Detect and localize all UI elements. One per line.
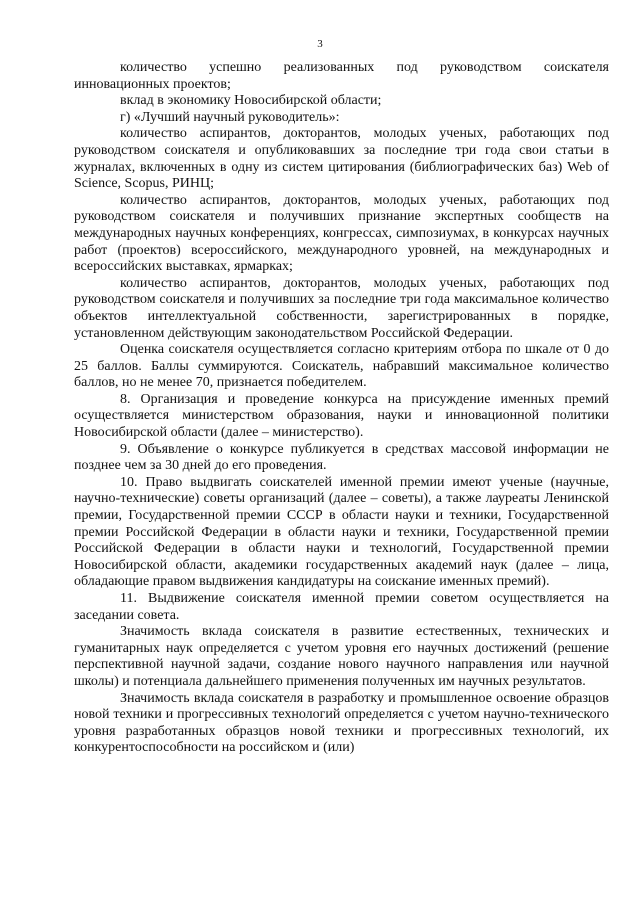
paragraph: 11. Выдвижение соискателя именной премии советом осуществляется на заседании совета. (74, 591, 609, 623)
paragraph: вклад в экономику Новосибирской области; (120, 93, 382, 109)
paragraph: количество успешно реализованных под руководством соискателя инновационных проектов; (74, 60, 609, 92)
paragraph: Оценка соискателя осуществляется согласно критериям отбора по шкале от 0 до 25 баллов. Баллы суммируются. Соискатель, набравший максимальное количество баллов, но не менее 70, признается победителем. (74, 342, 609, 391)
paragraph: количество аспирантов, докторантов, молодых ученых, работающих под руководством соискателя и получивших признание экспертных сообществ на международных научных конференциях, конгрессах, симпозиумах, в конкурсах научных работ (проектов) всероссийского, международного уровней, на международных и всероссийских выставках, ярмарках; (74, 192, 609, 275)
paragraph: 9. Объявление о конкурсе публикуется в средствах массовой информации не позднее чем за 30 дней до его проведения. (74, 441, 609, 474)
document-body (74, 60, 609, 757)
paragraph: 10. Право выдвигать соискателей именной премии имеют ученые (научные, научно-технические) советы организаций (далее – советы), а также лауреаты Ленинской премии, Государственной премии СССР в области науки и техники, Государственной премии Российской Федерации в области науки и техники, Государственной премии Российской Федерации в области науки и технологий, Государственной премии Новосибирской области, академики государственных академий наук (далее – лица, обладающие правом выдвижения кандидатуры на соискание именных премий). (74, 474, 609, 590)
page-number: 3 (317, 38, 323, 50)
paragraph: Значимость вклада соискателя в развитие естественных, технических и гуманитарных наук определяется с учетом уровня его научных достижений (решение перспективной научной задачи, создание нового научного направления или научной школы) и потенциала дальнейшего применения полученных им научных результатов. (74, 624, 609, 689)
paragraph: Значимость вклада соискателя в разработку и промышленное освоение образцов новой техники и прогрессивных технологий определяется с учетом научно-технического уровня разработанных образцов новой техники и прогрессивных технологий, их конкурентоспособности на российском и (или) (74, 690, 609, 756)
paragraph: 8. Организация и проведение конкурса на присуждение именных премий осуществляется министерством образования, науки и инновационной политики Новосибирской области (далее – министерство). (74, 391, 609, 441)
paragraph: количество аспирантов, докторантов, молодых ученых, работающих под руководством соискателя и получивших за последние три года максимальное количество объектов интеллектуальной собственности, зарегистрированных в порядке, установленном действующим законодательством Российской Федерации. (74, 275, 609, 341)
paragraph: количество аспирантов, докторантов, молодых ученых, работающих под руководством соискателя и опубликовавших за последние три года свои статьи в журналах, включенных в одну из систем цитирования (библиографических баз) Web of Science, Scopus, РИНЦ; (74, 126, 609, 192)
paragraph: г) «Лучший научный руководитель»: (120, 109, 340, 125)
